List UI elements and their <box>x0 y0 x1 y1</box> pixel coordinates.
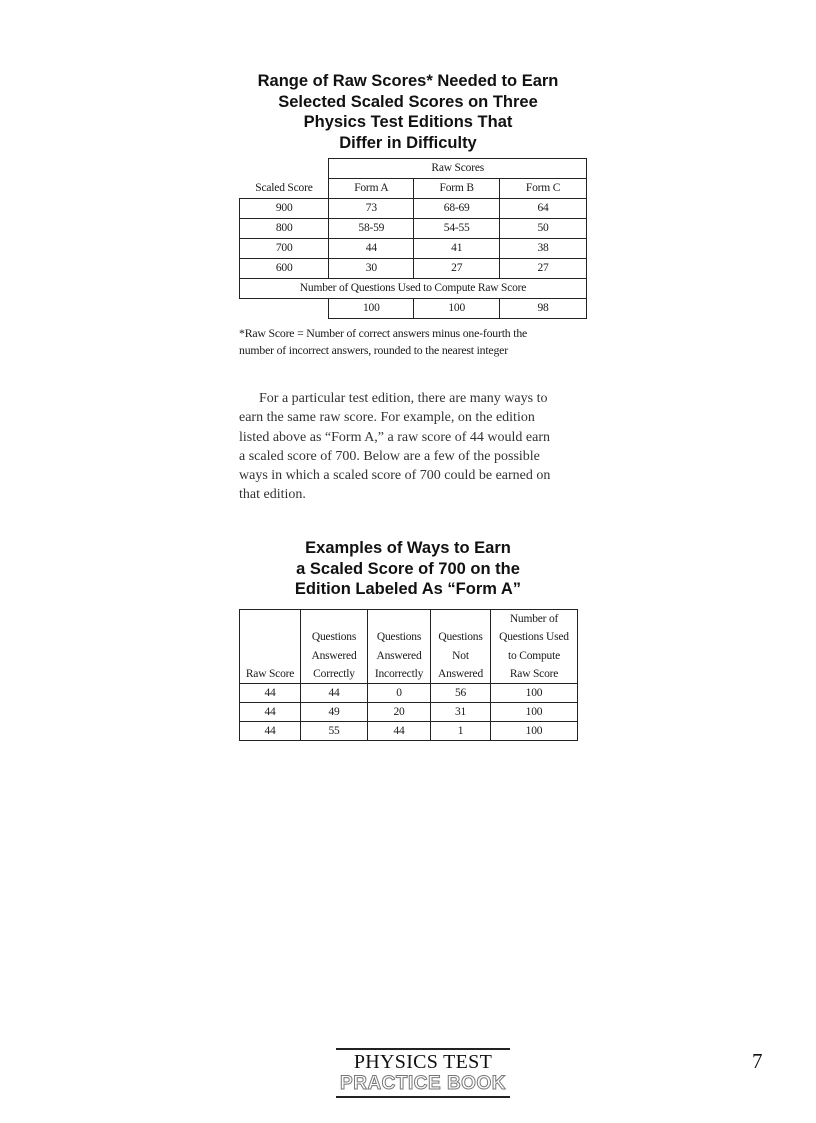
table-cell: 64 <box>500 199 587 219</box>
table2-title-line: a Scaled Score of 700 on the <box>296 559 520 578</box>
header-cell <box>301 610 368 629</box>
table-cell: 54-55 <box>414 219 500 239</box>
header-cell: Answered <box>368 647 431 665</box>
table2-title-line: Examples of Ways to Earn <box>305 539 511 557</box>
table-cell: 50 <box>500 219 587 239</box>
table-row <box>240 199 587 219</box>
table-cell: 56 <box>431 684 491 703</box>
table-cell: 900 <box>240 199 329 219</box>
footer-rule-bottom <box>336 1096 510 1098</box>
table-row <box>240 722 578 741</box>
table-cell: 44 <box>301 684 368 703</box>
column-header-form-c: Form C <box>500 179 587 199</box>
paragraph-line: a scaled score of 700. Below are a few of the possible <box>239 448 540 464</box>
table1-title-line: Differ in Difficulty <box>339 133 477 152</box>
header-cell: Correctly <box>301 665 368 684</box>
table2-title-line: Edition Labeled As “Form A” <box>294 580 522 598</box>
paragraph-line: that edition. <box>239 487 306 503</box>
table-row <box>240 259 587 279</box>
table-cell: 100 <box>491 703 578 722</box>
header-cell <box>240 610 301 629</box>
table-cell: 41 <box>414 239 500 259</box>
header-cell <box>431 610 491 629</box>
table-row <box>240 703 578 722</box>
table-row <box>240 299 587 319</box>
table-row <box>240 219 587 239</box>
table-cell: 44 <box>240 722 301 741</box>
questions-used-header: Number of Questions Used to Compute Raw Score <box>240 279 587 299</box>
footer-title-physics-test: PHYSICS TEST <box>353 1051 493 1073</box>
header-cell <box>240 628 301 646</box>
table-cell: 600 <box>240 259 329 279</box>
header-cell: Questions <box>301 628 368 646</box>
table-cell: 58-59 <box>329 219 414 239</box>
table-cell: 73 <box>329 199 414 219</box>
table-cell: 700 <box>240 239 329 259</box>
paragraph-line: earn the same raw score. For example, on the edition <box>239 410 535 426</box>
table-section-row <box>240 279 587 299</box>
table-cell: 27 <box>500 259 587 279</box>
table-row <box>240 239 587 259</box>
footnote-line: number of incorrect answers, rounded to the nearest integer <box>239 343 508 357</box>
page-number: 7 <box>752 1049 763 1073</box>
table-cell: 100 <box>491 722 578 741</box>
body-paragraph <box>239 389 584 505</box>
table-cell: 1 <box>431 722 491 741</box>
table-cell: 0 <box>368 684 431 703</box>
table-cell: 98 <box>500 299 587 319</box>
table1-title-line: Range of Raw Scores* Needed to Earn <box>257 72 559 90</box>
footnote-line: *Raw Score = Number of correct answers minus one-fourth the <box>239 326 528 340</box>
table-cell: 44 <box>368 722 431 741</box>
column-header-form-b: Form B <box>414 179 500 199</box>
header-cell <box>368 610 431 629</box>
table-cell: 68-69 <box>414 199 500 219</box>
footer-rule-top <box>336 1048 510 1050</box>
paragraph-line: For a particular test edition, there are many ways to <box>259 391 548 406</box>
table-cell: 49 <box>301 703 368 722</box>
table-cell: 44 <box>329 239 414 259</box>
header-cell <box>240 647 301 665</box>
table-header-row <box>240 610 578 629</box>
header-cell: Number of <box>491 610 578 629</box>
table-cell: 31 <box>431 703 491 722</box>
empty-cell <box>240 299 329 319</box>
empty-header-cell <box>240 159 329 179</box>
table1-title <box>238 71 578 153</box>
column-header-form-a: Form A <box>329 179 414 199</box>
table-cell: 38 <box>500 239 587 259</box>
table-cell: 44 <box>240 703 301 722</box>
paragraph-line: ways in which a scaled score of 700 could be earned on <box>239 468 551 484</box>
table-cell: 44 <box>240 684 301 703</box>
table-row <box>240 684 578 703</box>
table-cell: 27 <box>414 259 500 279</box>
table-header-row <box>240 628 578 646</box>
table-cell: 55 <box>301 722 368 741</box>
header-cell: Questions <box>368 628 431 646</box>
header-cell: Answered <box>431 665 491 684</box>
header-cell: Incorrectly <box>368 665 431 684</box>
table2-title <box>238 538 578 600</box>
table-cell: 100 <box>414 299 500 319</box>
header-cell: Answered <box>301 647 368 665</box>
table-cell: 20 <box>368 703 431 722</box>
paragraph-line: listed above as “Form A,” a raw score of 44 would earn <box>239 429 551 445</box>
table-header-row <box>240 179 587 199</box>
table-cell: 100 <box>491 684 578 703</box>
column-header-scaled-score: Scaled Score <box>240 179 329 199</box>
raw-scores-group-header: Raw Scores <box>329 159 587 179</box>
table-header-row <box>240 647 578 665</box>
table1-title-line: Selected Scaled Scores on Three <box>278 92 538 111</box>
table1-footnote <box>239 325 599 359</box>
header-cell: Raw Score <box>491 665 578 684</box>
header-cell: to Compute <box>491 647 578 665</box>
header-cell: Raw Score <box>240 665 301 684</box>
header-cell: Not <box>431 647 491 665</box>
table-cell: 800 <box>240 219 329 239</box>
header-cell: Questions <box>431 628 491 646</box>
ways-to-earn-table <box>239 609 578 741</box>
footer-title-practice-book: PRACTICE BOOK <box>340 1073 506 1094</box>
table-cell: 100 <box>329 299 414 319</box>
table-header-row <box>240 159 587 179</box>
table-header-row <box>240 665 578 684</box>
table-cell: 30 <box>329 259 414 279</box>
header-cell: Questions Used <box>491 628 578 646</box>
raw-scores-table <box>239 158 587 319</box>
table1-title-line: Physics Test Editions That <box>303 113 513 131</box>
